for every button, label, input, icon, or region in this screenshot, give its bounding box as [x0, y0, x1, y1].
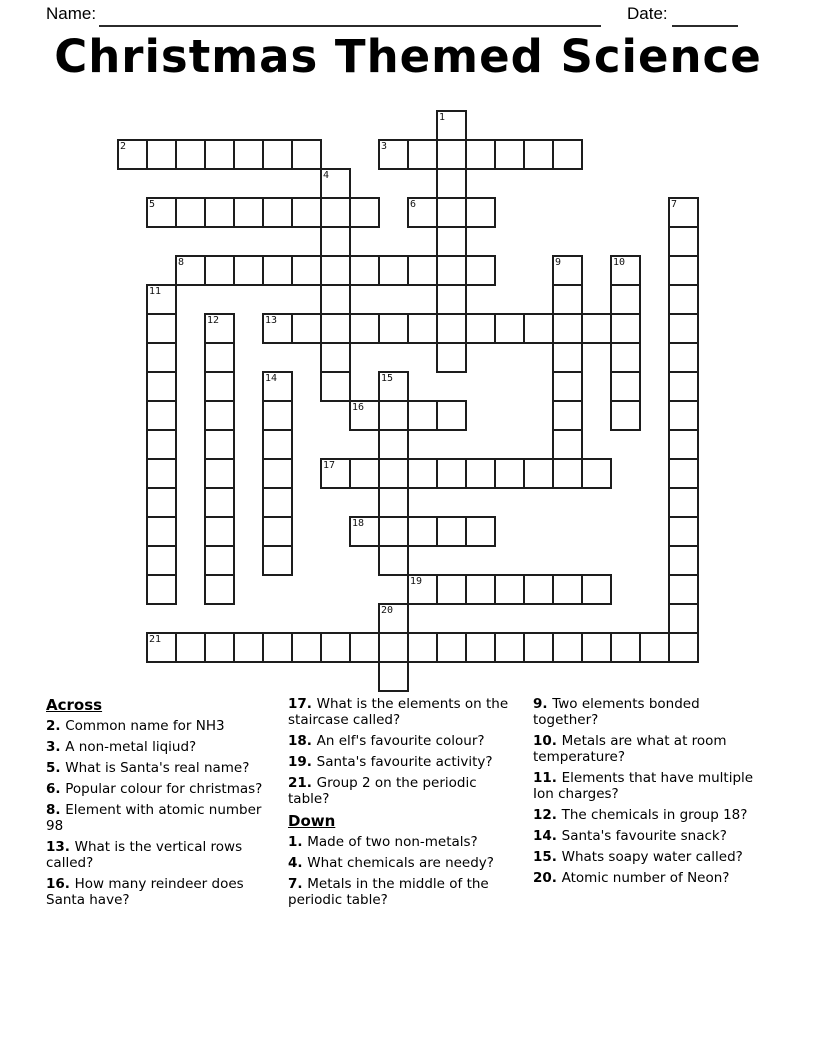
grid-cell-r12c12[interactable]	[465, 458, 496, 489]
grid-cell-r1c15[interactable]	[552, 139, 583, 170]
crossword-grid	[117, 110, 699, 692]
grid-cell-r12c5[interactable]	[262, 458, 293, 489]
grid-cell-r5c12[interactable]	[465, 255, 496, 286]
grid-cell-r4c11[interactable]	[436, 226, 467, 257]
clue-text: Santa's favourite activity?	[316, 754, 493, 770]
grid-cell-r1c9[interactable]	[378, 139, 409, 170]
grid-cell-r9c1[interactable]	[146, 371, 177, 402]
clue-text: Santa's favourite snack?	[561, 828, 727, 844]
cell-number: 11	[149, 286, 162, 297]
grid-cell-r1c11[interactable]	[436, 139, 467, 170]
grid-cell-r18c14[interactable]	[523, 632, 554, 663]
grid-cell-r1c4[interactable]	[233, 139, 264, 170]
grid-cell-r18c16[interactable]	[581, 632, 612, 663]
name-input-line[interactable]	[99, 0, 601, 27]
cell-number: 15	[381, 373, 394, 384]
clue-17	[288, 696, 518, 728]
clue-text: Made of two non-metals?	[307, 834, 478, 850]
clue-number: 21.	[288, 775, 317, 791]
grid-cell-r14c12[interactable]	[465, 516, 496, 547]
grid-cell-r11c9[interactable]	[378, 429, 409, 460]
grid-cell-r11c19[interactable]	[668, 429, 699, 460]
grid-cell-r13c19[interactable]	[668, 487, 699, 518]
grid-cell-r10c17[interactable]	[610, 400, 641, 431]
grid-cell-r5c6[interactable]	[291, 255, 322, 286]
grid-cell-r19c9[interactable]	[378, 661, 409, 692]
grid-cell-r7c16[interactable]	[581, 313, 612, 344]
clue-text: Metals in the middle of the periodic table?	[288, 876, 489, 908]
grid-cell-r10c11[interactable]	[436, 400, 467, 431]
grid-cell-r5c7[interactable]	[320, 255, 351, 286]
grid-cell-r18c3[interactable]	[204, 632, 235, 663]
clue-3	[46, 739, 280, 755]
clue-text: A non-metal liqiud?	[65, 739, 197, 755]
grid-cell-r7c19[interactable]	[668, 313, 699, 344]
grid-cell-r3c6[interactable]	[291, 197, 322, 228]
grid-cell-r10c8[interactable]	[349, 400, 380, 431]
grid-cell-r18c6[interactable]	[291, 632, 322, 663]
grid-cell-r10c3[interactable]	[204, 400, 235, 431]
grid-cell-r13c5[interactable]	[262, 487, 293, 518]
grid-cell-r9c17[interactable]	[610, 371, 641, 402]
cell-number: 14	[265, 373, 278, 384]
grid-cell-r9c5[interactable]	[262, 371, 293, 402]
grid-cell-r1c6[interactable]	[291, 139, 322, 170]
grid-cell-r9c7[interactable]	[320, 371, 351, 402]
grid-cell-r3c10[interactable]	[407, 197, 438, 228]
grid-cell-r3c8[interactable]	[349, 197, 380, 228]
clue-number: 2.	[46, 718, 66, 734]
cell-number: 18	[352, 518, 365, 529]
grid-cell-r7c5[interactable]	[262, 313, 293, 344]
grid-cell-r12c10[interactable]	[407, 458, 438, 489]
grid-cell-r5c15[interactable]	[552, 255, 583, 286]
cell-number: 10	[613, 257, 626, 268]
grid-cell-r10c5[interactable]	[262, 400, 293, 431]
grid-cell-r1c3[interactable]	[204, 139, 235, 170]
cell-number: 1	[439, 112, 446, 123]
cell-number: 9	[555, 257, 562, 268]
date-input-line[interactable]	[672, 0, 738, 27]
grid-cell-r9c3[interactable]	[204, 371, 235, 402]
clue-number: 7.	[288, 876, 308, 892]
cell-number: 8	[178, 257, 185, 268]
clue-column-2	[288, 696, 518, 913]
grid-cell-r16c1[interactable]	[146, 574, 177, 605]
cell-number: 13	[265, 315, 278, 326]
grid-cell-r12c13[interactable]	[494, 458, 525, 489]
clue-text: What is the vertical rows called?	[46, 839, 243, 871]
grid-cell-r16c13[interactable]	[494, 574, 525, 605]
grid-cell-r1c2[interactable]	[175, 139, 206, 170]
grid-cell-r18c5[interactable]	[262, 632, 293, 663]
cell-number: 6	[410, 199, 417, 210]
grid-cell-r18c9[interactable]	[378, 632, 409, 663]
grid-cell-r7c15[interactable]	[552, 313, 583, 344]
grid-cell-r11c5[interactable]	[262, 429, 293, 460]
grid-cell-r3c19[interactable]	[668, 197, 699, 228]
grid-cell-r3c7[interactable]	[320, 197, 351, 228]
clue-number: 20.	[533, 870, 562, 886]
clue-number: 16.	[46, 876, 75, 892]
cell-number: 16	[352, 402, 365, 413]
grid-cell-r14c10[interactable]	[407, 516, 438, 547]
clue-number: 12.	[533, 807, 562, 823]
clue-list-header-down: Down	[288, 812, 336, 830]
cell-number: 3	[381, 141, 388, 152]
clue-text: An elf's favourite colour?	[316, 733, 485, 749]
grid-cell-r1c0[interactable]	[117, 139, 148, 170]
clue-7	[288, 876, 518, 908]
grid-cell-r8c1[interactable]	[146, 342, 177, 373]
clue-number: 18.	[288, 733, 317, 749]
clue-number: 19.	[288, 754, 317, 770]
grid-cell-r5c8[interactable]	[349, 255, 380, 286]
grid-cell-r9c15[interactable]	[552, 371, 583, 402]
grid-cell-r18c17[interactable]	[610, 632, 641, 663]
cell-number: 21	[149, 634, 162, 645]
clue-16	[46, 876, 280, 908]
grid-cell-r18c1[interactable]	[146, 632, 177, 663]
grid-cell-r16c14[interactable]	[523, 574, 554, 605]
clue-10	[533, 733, 767, 765]
cell-number: 12	[207, 315, 220, 326]
grid-cell-r18c10[interactable]	[407, 632, 438, 663]
grid-cell-r7c10[interactable]	[407, 313, 438, 344]
grid-cell-r12c14[interactable]	[523, 458, 554, 489]
grid-cell-r10c9[interactable]	[378, 400, 409, 431]
grid-cell-r18c2[interactable]	[175, 632, 206, 663]
clue-text: How many reindeer does Santa have?	[46, 876, 244, 908]
clue-number: 11.	[533, 770, 562, 786]
grid-cell-r7c11[interactable]	[436, 313, 467, 344]
cell-number: 5	[149, 199, 156, 210]
clue-column-1	[46, 696, 280, 913]
grid-cell-r14c9[interactable]	[378, 516, 409, 547]
grid-cell-r12c9[interactable]	[378, 458, 409, 489]
clue-number: 15.	[533, 849, 562, 865]
grid-cell-r8c3[interactable]	[204, 342, 235, 373]
grid-cell-r12c15[interactable]	[552, 458, 583, 489]
clue-19	[288, 754, 518, 770]
clue-6	[46, 781, 280, 797]
grid-cell-r10c10[interactable]	[407, 400, 438, 431]
grid-cell-r12c8[interactable]	[349, 458, 380, 489]
grid-cell-r15c5[interactable]	[262, 545, 293, 576]
clue-4	[288, 855, 518, 871]
clue-14	[533, 828, 767, 844]
clue-text: Metals are what at room temperature?	[533, 733, 727, 765]
clue-18	[288, 733, 518, 749]
clue-1	[288, 834, 518, 850]
grid-cell-r5c4[interactable]	[233, 255, 264, 286]
grid-cell-r8c7[interactable]	[320, 342, 351, 373]
grid-cell-r11c3[interactable]	[204, 429, 235, 460]
grid-cell-r9c9[interactable]	[378, 371, 409, 402]
grid-cell-r5c19[interactable]	[668, 255, 699, 286]
grid-cell-r12c3[interactable]	[204, 458, 235, 489]
clue-text: Common name for NH3	[65, 718, 225, 734]
grid-cell-r8c15[interactable]	[552, 342, 583, 373]
clue-text: What is the elements on the staircase called?	[288, 696, 509, 728]
cell-number: 20	[381, 605, 394, 616]
clue-11	[533, 770, 767, 802]
grid-cell-r7c14[interactable]	[523, 313, 554, 344]
grid-cell-r7c3[interactable]	[204, 313, 235, 344]
grid-cell-r15c9[interactable]	[378, 545, 409, 576]
clue-21	[288, 775, 518, 807]
clue-9	[533, 696, 767, 728]
clue-text: Atomic number of Neon?	[561, 870, 730, 886]
cell-number: 17	[323, 460, 336, 471]
clue-8	[46, 802, 280, 834]
grid-cell-r3c5[interactable]	[262, 197, 293, 228]
clue-2	[46, 718, 280, 734]
clue-number: 9.	[533, 696, 553, 712]
grid-cell-r16c16[interactable]	[581, 574, 612, 605]
grid-cell-r7c7[interactable]	[320, 313, 351, 344]
grid-cell-r6c19[interactable]	[668, 284, 699, 315]
page-title: Christmas Themed Science	[54, 30, 762, 83]
grid-cell-r13c3[interactable]	[204, 487, 235, 518]
clue-13	[46, 839, 280, 871]
grid-cell-r14c11[interactable]	[436, 516, 467, 547]
cell-number: 19	[410, 576, 423, 587]
grid-cell-r15c1[interactable]	[146, 545, 177, 576]
grid-cell-r7c9[interactable]	[378, 313, 409, 344]
clue-5	[46, 760, 280, 776]
grid-cell-r16c15[interactable]	[552, 574, 583, 605]
clue-15	[533, 849, 767, 865]
grid-cell-r16c11[interactable]	[436, 574, 467, 605]
clue-number: 3.	[46, 739, 66, 755]
grid-cell-r8c17[interactable]	[610, 342, 641, 373]
clue-text: Element with atomic number 98	[46, 802, 262, 834]
grid-cell-r15c3[interactable]	[204, 545, 235, 576]
clue-text: Elements that have multiple Ion charges?	[533, 770, 754, 802]
grid-cell-r1c13[interactable]	[494, 139, 525, 170]
clue-number: 6.	[46, 781, 66, 797]
cell-number: 4	[323, 170, 330, 181]
grid-cell-r7c17[interactable]	[610, 313, 641, 344]
grid-cell-r6c17[interactable]	[610, 284, 641, 315]
grid-cell-r18c15[interactable]	[552, 632, 583, 663]
grid-cell-r0c11[interactable]	[436, 110, 467, 141]
clue-number: 17.	[288, 696, 317, 712]
grid-cell-r12c11[interactable]	[436, 458, 467, 489]
clue-text: Group 2 on the periodic table?	[288, 775, 477, 807]
cell-number: 2	[120, 141, 127, 152]
grid-cell-r2c11[interactable]	[436, 168, 467, 199]
grid-cell-r5c3[interactable]	[204, 255, 235, 286]
grid-cell-r18c4[interactable]	[233, 632, 264, 663]
grid-cell-r18c19[interactable]	[668, 632, 699, 663]
grid-cell-r10c19[interactable]	[668, 400, 699, 431]
grid-cell-r18c11[interactable]	[436, 632, 467, 663]
clue-number: 10.	[533, 733, 562, 749]
grid-cell-r3c1[interactable]	[146, 197, 177, 228]
clue-number: 1.	[288, 834, 308, 850]
clue-text: The chemicals in group 18?	[561, 807, 748, 823]
grid-cell-r18c8[interactable]	[349, 632, 380, 663]
grid-cell-r4c19[interactable]	[668, 226, 699, 257]
grid-cell-r12c16[interactable]	[581, 458, 612, 489]
grid-cell-r5c17[interactable]	[610, 255, 641, 286]
grid-cell-r11c1[interactable]	[146, 429, 177, 460]
grid-cell-r10c1[interactable]	[146, 400, 177, 431]
grid-cell-r6c11[interactable]	[436, 284, 467, 315]
clue-column-3	[533, 696, 767, 891]
grid-cell-r13c9[interactable]	[378, 487, 409, 518]
grid-cell-r2c7[interactable]	[320, 168, 351, 199]
grid-cell-r18c18[interactable]	[639, 632, 670, 663]
grid-cell-r6c1[interactable]	[146, 284, 177, 315]
grid-cell-r1c12[interactable]	[465, 139, 496, 170]
grid-cell-r10c15[interactable]	[552, 400, 583, 431]
grid-cell-r3c12[interactable]	[465, 197, 496, 228]
grid-cell-r8c11[interactable]	[436, 342, 467, 373]
date-label: Date:	[627, 4, 668, 23]
grid-cell-r7c12[interactable]	[465, 313, 496, 344]
clue-text: What chemicals are needy?	[307, 855, 494, 871]
grid-cell-r7c6[interactable]	[291, 313, 322, 344]
clue-number: 5.	[46, 760, 66, 776]
clue-12	[533, 807, 767, 823]
grid-cell-r6c15[interactable]	[552, 284, 583, 315]
clue-list-header-across: Across	[46, 696, 103, 714]
grid-cell-r8c19[interactable]	[668, 342, 699, 373]
grid-cell-r1c10[interactable]	[407, 139, 438, 170]
clue-number: 14.	[533, 828, 562, 844]
grid-cell-r3c4[interactable]	[233, 197, 264, 228]
grid-cell-r18c12[interactable]	[465, 632, 496, 663]
grid-cell-r14c3[interactable]	[204, 516, 235, 547]
grid-cell-r5c2[interactable]	[175, 255, 206, 286]
grid-cell-r5c11[interactable]	[436, 255, 467, 286]
grid-cell-r1c5[interactable]	[262, 139, 293, 170]
grid-cell-r7c1[interactable]	[146, 313, 177, 344]
grid-cell-r11c15[interactable]	[552, 429, 583, 460]
grid-cell-r16c10[interactable]	[407, 574, 438, 605]
clue-text: What is Santa's real name?	[65, 760, 250, 776]
grid-cell-r14c19[interactable]	[668, 516, 699, 547]
grid-cell-r14c1[interactable]	[146, 516, 177, 547]
grid-cell-r7c13[interactable]	[494, 313, 525, 344]
cell-number: 7	[671, 199, 678, 210]
grid-cell-r3c2[interactable]	[175, 197, 206, 228]
clue-number: 13.	[46, 839, 75, 855]
grid-cell-r1c14[interactable]	[523, 139, 554, 170]
grid-cell-r15c19[interactable]	[668, 545, 699, 576]
clue-text: Whats soapy water called?	[561, 849, 743, 865]
grid-cell-r9c19[interactable]	[668, 371, 699, 402]
grid-cell-r13c1[interactable]	[146, 487, 177, 518]
grid-cell-r14c8[interactable]	[349, 516, 380, 547]
grid-cell-r5c10[interactable]	[407, 255, 438, 286]
grid-cell-r5c5[interactable]	[262, 255, 293, 286]
grid-cell-r1c1[interactable]	[146, 139, 177, 170]
grid-cell-r3c3[interactable]	[204, 197, 235, 228]
clue-text: Two elements bonded together?	[533, 696, 700, 728]
grid-cell-r12c7[interactable]	[320, 458, 351, 489]
clue-number: 4.	[288, 855, 308, 871]
grid-cell-r12c19[interactable]	[668, 458, 699, 489]
clue-20	[533, 870, 767, 886]
grid-cell-r14c5[interactable]	[262, 516, 293, 547]
grid-cell-r16c3[interactable]	[204, 574, 235, 605]
grid-cell-r16c19[interactable]	[668, 574, 699, 605]
grid-cell-r16c12[interactable]	[465, 574, 496, 605]
grid-cell-r6c7[interactable]	[320, 284, 351, 315]
grid-cell-r17c19[interactable]	[668, 603, 699, 634]
grid-cell-r12c1[interactable]	[146, 458, 177, 489]
clue-number: 8.	[46, 802, 66, 818]
grid-cell-r17c9[interactable]	[378, 603, 409, 634]
grid-cell-r5c9[interactable]	[378, 255, 409, 286]
grid-cell-r3c11[interactable]	[436, 197, 467, 228]
grid-cell-r7c8[interactable]	[349, 313, 380, 344]
grid-cell-r4c7[interactable]	[320, 226, 351, 257]
grid-cell-r18c7[interactable]	[320, 632, 351, 663]
grid-cell-r18c13[interactable]	[494, 632, 525, 663]
name-label: Name:	[46, 4, 97, 23]
clue-text: Popular colour for christmas?	[65, 781, 263, 797]
